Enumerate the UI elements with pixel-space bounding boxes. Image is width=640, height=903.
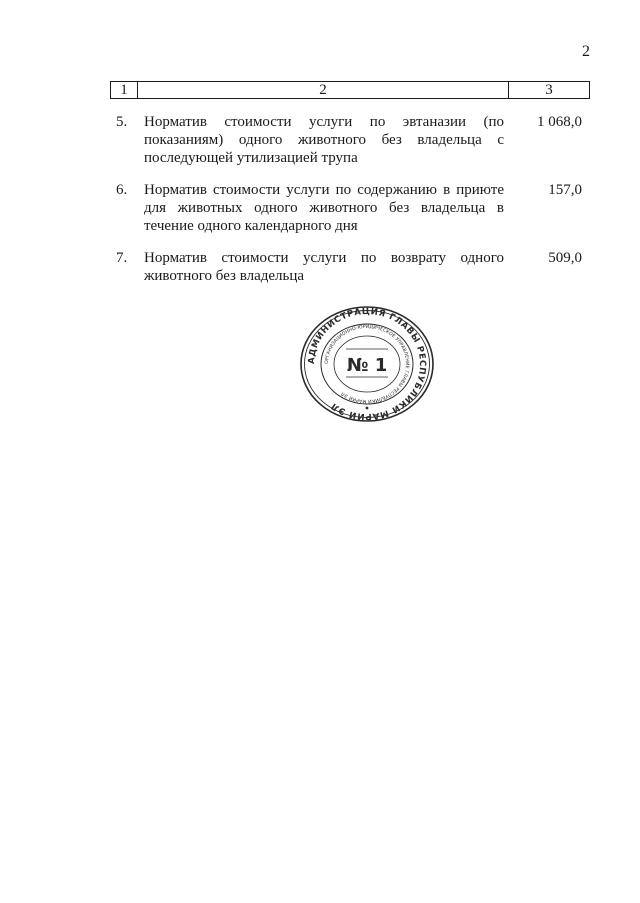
row-description: Норматив стоимости услуги по эвтаназии (по показаниям) одного животного без владельца с последующей утилизацией трупа: [144, 114, 504, 166]
column-header-2: 2: [138, 82, 509, 99]
table-body: [110, 113, 590, 289]
table-row: [110, 249, 590, 289]
row-description: Норматив стоимости услуги по возврату одного животного без владельца: [144, 250, 504, 284]
table-row: [110, 113, 590, 181]
row-description: Норматив стоимости услуги по содержанию в приюте для животных одного животного без владельца в течение одного календарного дня: [144, 182, 504, 234]
table-row: [110, 181, 590, 249]
row-number: 6.: [116, 182, 128, 198]
seal-center-text: № 1: [346, 355, 388, 376]
row-number: 7.: [116, 250, 128, 266]
seal-outer-text: АДМИНИСТРАЦИЯ ГЛАВЫ РЕСПУБЛИКИ МАРИЙ ЭЛ: [306, 306, 428, 422]
table-header: [110, 81, 590, 99]
row-number: 5.: [116, 114, 128, 130]
row-value: 157,0: [548, 182, 582, 198]
row-value: 509,0: [548, 250, 582, 266]
official-seal: [298, 305, 436, 423]
page-number: 2: [582, 43, 590, 60]
column-header-1: 1: [111, 82, 138, 99]
column-header-3: 3: [509, 82, 590, 99]
row-value: 1 068,0: [537, 114, 582, 130]
seal-dot: [366, 407, 369, 410]
table-header-row: [111, 82, 590, 99]
seal-inner-text: ОРГАНИЗАЦИОННО-ЮРИДИЧЕСКОЕ УПРАВЛЕНИЕ ГЛАВЫ РЕСПУБЛИКИ МАРИЙ ЭЛ: [324, 324, 410, 404]
